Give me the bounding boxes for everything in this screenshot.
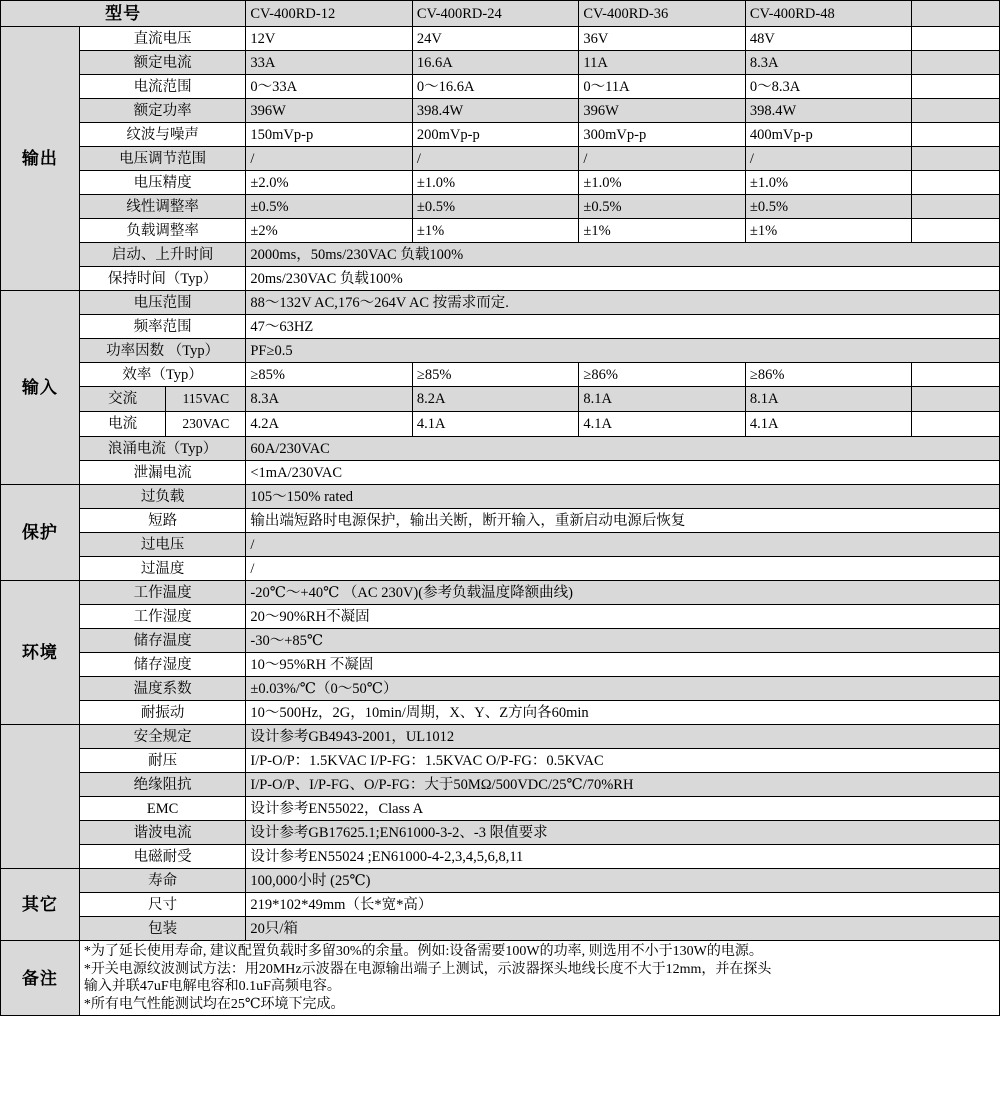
table-row: [1, 701, 1000, 725]
value-cell: 4.2A: [246, 412, 413, 437]
value-cell: 398.4W: [412, 99, 579, 123]
value-cell: 12V: [246, 27, 413, 51]
param-line-regulation: 线性调整率: [79, 195, 246, 219]
param-ripple-noise: 纹波与噪声: [79, 123, 246, 147]
value-cell: /: [246, 147, 413, 171]
table-row: [1, 485, 1000, 509]
value-cell: -20℃～+40℃ （AC 230V)(参考负载温度降额曲线): [246, 581, 1000, 605]
remark-line: *所有电气性能测试均在25℃环境下完成。: [83, 996, 345, 1012]
value-cell: 4.1A: [579, 412, 746, 437]
value-cell: 4.1A: [745, 412, 912, 437]
param-dimensions: 尺寸: [79, 893, 246, 917]
value-cell: 47～63HZ: [246, 315, 1000, 339]
model-cv400rd36: CV-400RD-36: [579, 1, 746, 27]
spare-cell: [912, 219, 1000, 243]
value-cell: 400mVp-p: [745, 123, 912, 147]
param-insulation-resistance: 绝缘阻抗: [79, 773, 246, 797]
value-cell: 396W: [579, 99, 746, 123]
model-label: 型号: [1, 1, 246, 27]
param-efficiency: 效率（Typ）: [79, 363, 246, 387]
value-cell: 0～11A: [579, 75, 746, 99]
param-hold-time: 保持时间（Typ）: [79, 267, 246, 291]
value-cell: 8.3A: [246, 387, 413, 412]
param-load-regulation: 负载调整率: [79, 219, 246, 243]
value-cell: /: [246, 557, 1000, 581]
value-cell: 10～95%RH 不凝固: [246, 653, 1000, 677]
value-cell: ±0.5%: [246, 195, 413, 219]
group-protection: 保护: [1, 485, 80, 581]
table-row: [1, 267, 1000, 291]
table-row: [1, 339, 1000, 363]
table-row: [1, 387, 1000, 412]
value-cell: 8.3A: [745, 51, 912, 75]
value-cell: 0～33A: [246, 75, 413, 99]
value-cell: /: [412, 147, 579, 171]
group-safety: [1, 725, 80, 869]
table-row: [1, 893, 1000, 917]
param-rated-current: 额定电流: [79, 51, 246, 75]
value-cell: 10～500Hz，2G，10min/周期，X、Y、Z方向各60min: [246, 701, 1000, 725]
spare-cell: [912, 51, 1000, 75]
value-cell: 20只/箱: [246, 917, 1000, 941]
param-overtemperature: 过温度: [79, 557, 246, 581]
spare-cell: [912, 195, 1000, 219]
group-other: 其它: [1, 869, 80, 941]
table-row: [1, 171, 1000, 195]
value-cell: 设计参考GB4943-2001，UL1012: [246, 725, 1000, 749]
table-row: [1, 725, 1000, 749]
table-row: [1, 797, 1000, 821]
table-row: [1, 581, 1000, 605]
param-rated-power: 额定功率: [79, 99, 246, 123]
table-row: [1, 917, 1000, 941]
value-cell: ±0.5%: [745, 195, 912, 219]
table-row: [1, 315, 1000, 339]
value-cell: <1mA/230VAC: [246, 461, 1000, 485]
table-row: [1, 437, 1000, 461]
param-dc-voltage: 直流电压: [79, 27, 246, 51]
spare-cell: [912, 27, 1000, 51]
remark-line: 输入并联47uF电解电容和0.1uF高频电容。: [83, 979, 341, 995]
param-overvoltage: 过电压: [79, 533, 246, 557]
group-output: 输出: [1, 27, 80, 291]
model-cv400rd24: CV-400RD-24: [412, 1, 579, 27]
table-row: [1, 509, 1000, 533]
value-cell: I/P-O/P、I/P-FG、O/P-FG：大于50MΩ/500VDC/25℃/70%RH: [246, 773, 1000, 797]
param-leakage-current: 泄漏电流: [79, 461, 246, 485]
table-row: [1, 99, 1000, 123]
table-row: [1, 773, 1000, 797]
param-overload: 过负载: [79, 485, 246, 509]
value-cell: ±2.0%: [246, 171, 413, 195]
param-inrush-current: 浪涌电流（Typ）: [79, 437, 246, 461]
remark-notes: [79, 941, 999, 1016]
table-row: [1, 629, 1000, 653]
value-cell: 24V: [412, 27, 579, 51]
value-cell: ±1%: [579, 219, 746, 243]
table-row: [1, 869, 1000, 893]
value-cell: 0～8.3A: [745, 75, 912, 99]
param-withstand-voltage: 耐压: [79, 749, 246, 773]
table-row: [1, 821, 1000, 845]
param-storage-temperature: 储存温度: [79, 629, 246, 653]
param-startup-rise-time: 启动、上升时间: [79, 243, 246, 267]
param-ac-current-230: [79, 412, 246, 437]
value-cell: 48V: [745, 27, 912, 51]
ac-sub-115vac: 115VAC: [182, 390, 230, 406]
value-cell: ±1.0%: [745, 171, 912, 195]
group-remark: 备注: [1, 941, 80, 1016]
model-cv400rd48: CV-400RD-48: [745, 1, 912, 27]
table-row: [1, 677, 1000, 701]
table-row: [1, 605, 1000, 629]
value-cell: /: [579, 147, 746, 171]
table-row: [1, 27, 1000, 51]
param-vibration: 耐振动: [79, 701, 246, 725]
value-cell: ±1.0%: [579, 171, 746, 195]
table-row: [1, 195, 1000, 219]
spare-cell: [912, 147, 1000, 171]
value-cell: ±1%: [745, 219, 912, 243]
value-cell: ≥86%: [745, 363, 912, 387]
spare-cell: [912, 363, 1000, 387]
param-power-factor: 功率因数 （Typ）: [79, 339, 246, 363]
param-short-circuit: 短路: [79, 509, 246, 533]
value-cell: 设计参考EN55022，Class A: [246, 797, 1000, 821]
value-cell: /: [246, 533, 1000, 557]
value-cell: ±2%: [246, 219, 413, 243]
value-cell: ±0.5%: [579, 195, 746, 219]
param-lifetime: 寿命: [79, 869, 246, 893]
value-cell: 8.1A: [745, 387, 912, 412]
spare-cell: [912, 412, 1000, 437]
table-row: [1, 412, 1000, 437]
value-cell: 105～150% rated: [246, 485, 1000, 509]
value-cell: ±0.5%: [412, 195, 579, 219]
table-row: [1, 363, 1000, 387]
ac-label-top: 交流: [80, 387, 166, 411]
value-cell: ±1%: [412, 219, 579, 243]
value-cell: -30～+85℃: [246, 629, 1000, 653]
table-row: [1, 557, 1000, 581]
value-cell: /: [745, 147, 912, 171]
param-frequency-range: 频率范围: [79, 315, 246, 339]
value-cell: ±0.03%/℃（0～50℃）: [246, 677, 1000, 701]
spare-cell: [912, 123, 1000, 147]
table-row: [1, 461, 1000, 485]
value-cell: 88～132V AC,176～264V AC 按需求而定.: [246, 291, 1000, 315]
value-cell: ≥85%: [246, 363, 413, 387]
value-cell: ≥86%: [579, 363, 746, 387]
group-environment: 环境: [1, 581, 80, 725]
table-row: [1, 123, 1000, 147]
table-row: [1, 243, 1000, 267]
spare-cell: [912, 75, 1000, 99]
value-cell: I/P-O/P：1.5KVAC I/P-FG：1.5KVAC O/P-FG：0.5KVAC: [246, 749, 1000, 773]
table-row: [1, 653, 1000, 677]
spare-cell: [912, 387, 1000, 412]
value-cell: 20～90%RH不凝固: [246, 605, 1000, 629]
spare-cell: [912, 171, 1000, 195]
value-cell: 396W: [246, 99, 413, 123]
value-cell: 8.1A: [579, 387, 746, 412]
param-packaging: 包装: [79, 917, 246, 941]
table-row: [1, 291, 1000, 315]
remark-line: *开关电源纹波测试方法：用20MHz示波器在电源输出端子上测试，示波器探头地线长度不大于12mm，并在探头: [83, 961, 772, 977]
value-cell: 219*102*49mm（长*宽*高）: [246, 893, 1000, 917]
param-storage-humidity: 储存湿度: [79, 653, 246, 677]
value-cell: 33A: [246, 51, 413, 75]
group-input: 输入: [1, 291, 80, 485]
value-cell: 20ms/230VAC 负载100%: [246, 267, 1000, 291]
value-cell: 8.2A: [412, 387, 579, 412]
value-cell: 200mVp-p: [412, 123, 579, 147]
ac-label-bottom: 电流: [80, 412, 166, 436]
value-cell: 60A/230VAC: [246, 437, 1000, 461]
model-spare-cell: [912, 1, 1000, 27]
param-voltage-range: 电压范围: [79, 291, 246, 315]
param-emi-immunity: 电磁耐受: [79, 845, 246, 869]
table-row: [1, 219, 1000, 243]
table-row-remark: [1, 941, 1000, 1016]
table-row: [1, 845, 1000, 869]
value-cell: PF≥0.5: [246, 339, 1000, 363]
spare-cell: [912, 99, 1000, 123]
param-operating-temperature: 工作温度: [79, 581, 246, 605]
value-cell: 0～16.6A: [412, 75, 579, 99]
value-cell: 输出端短路时电源保护，输出关断，断开输入，重新启动电源后恢复: [246, 509, 1000, 533]
param-emc: EMC: [79, 797, 246, 821]
value-cell: 36V: [579, 27, 746, 51]
value-cell: ±1.0%: [412, 171, 579, 195]
param-voltage-adjust-range: 电压调节范围: [79, 147, 246, 171]
param-current-range: 电流范围: [79, 75, 246, 99]
table-row: [1, 533, 1000, 557]
value-cell: 设计参考GB17625.1;EN61000-3-2、-3 限值要求: [246, 821, 1000, 845]
param-ac-current-115: [79, 387, 246, 412]
remark-line: *为了延长使用寿命, 建议配置负载时多留30%的余量。例如:设备需要100W的功率, 则选用不小于130W的电源。: [83, 944, 763, 960]
table-row: [1, 51, 1000, 75]
param-harmonic-current: 谐波电流: [79, 821, 246, 845]
table-row: [1, 75, 1000, 99]
param-voltage-accuracy: 电压精度: [79, 171, 246, 195]
param-operating-humidity: 工作湿度: [79, 605, 246, 629]
value-cell: 150mVp-p: [246, 123, 413, 147]
table-row: [1, 147, 1000, 171]
value-cell: ≥85%: [412, 363, 579, 387]
value-cell: 4.1A: [412, 412, 579, 437]
param-safety-standard: 安全规定: [79, 725, 246, 749]
value-cell: 11A: [579, 51, 746, 75]
model-cv400rd12: CV-400RD-12: [246, 1, 413, 27]
ac-sub-230vac: 230VAC: [182, 415, 230, 431]
value-cell: 398.4W: [745, 99, 912, 123]
value-cell: 300mVp-p: [579, 123, 746, 147]
value-cell: 设计参考EN55024 ;EN61000-4-2,3,4,5,6,8,11: [246, 845, 1000, 869]
table-row-model-header: [1, 1, 1000, 27]
value-cell: 2000ms，50ms/230VAC 负载100%: [246, 243, 1000, 267]
value-cell: 100,000小时 (25℃): [246, 869, 1000, 893]
value-cell: 16.6A: [412, 51, 579, 75]
table-row: [1, 749, 1000, 773]
param-temperature-coefficient: 温度系数: [79, 677, 246, 701]
